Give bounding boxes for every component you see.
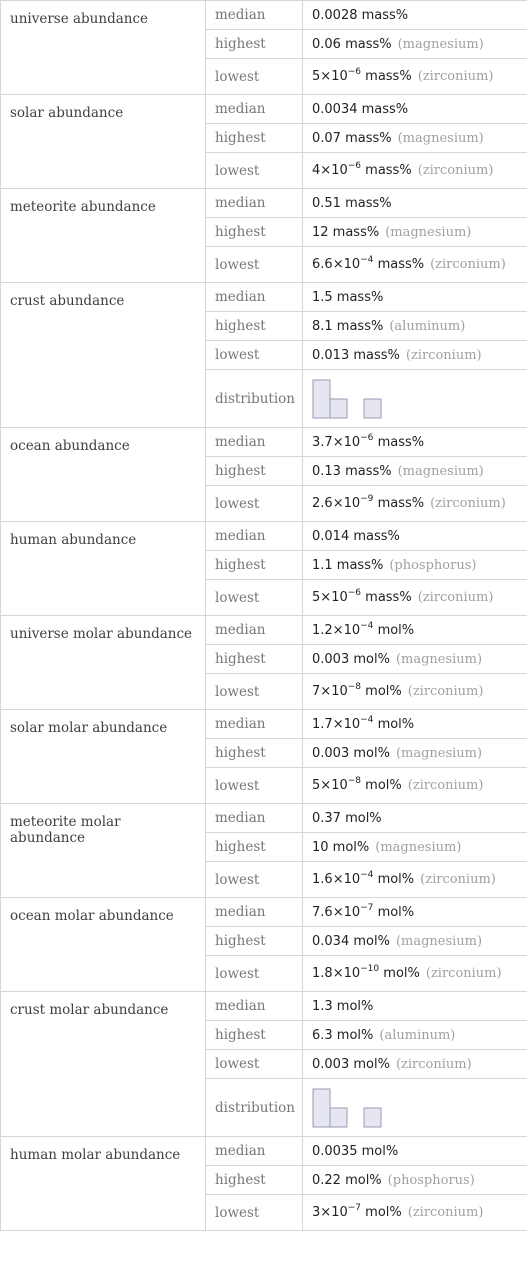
base-ten: 10 [331,1205,348,1220]
table-row [1,898,527,927]
stat-label: highest [206,551,303,580]
value-text: 6.3 mol% [312,1027,374,1043]
element-note: (zirconium) [417,69,494,84]
stat-value [303,1137,527,1166]
stat-label: median [206,95,303,124]
value-text: 0.034 mol% [312,933,390,949]
times-symbol: × [320,684,332,699]
stat-label: highest [206,927,303,956]
stat-label: lowest [206,153,303,189]
element-note: (zirconium) [425,966,502,981]
value-unit: mass% [377,257,425,272]
stat-label: median [206,616,303,645]
value-unit: mass% [377,496,425,511]
stat-value [303,862,527,898]
property-name: human molar abundance [1,1137,206,1231]
histogram-bar [330,399,347,418]
value-text: 0.06 mass% [312,36,392,52]
value-exponent: −4 [360,620,374,631]
stat-value [303,457,527,486]
value-mantissa: 1.8 [312,966,333,981]
stat-value [303,95,527,124]
element-note: (aluminum) [389,318,466,334]
value-exponent: −4 [360,255,374,265]
table-row [1,95,527,124]
stat-value [303,30,527,59]
stat-value [303,428,527,457]
value-unit: mass% [377,434,425,450]
value-mantissa: 6.6 [312,257,333,272]
stat-value [303,1166,527,1195]
value-unit: mol% [377,716,415,732]
table-row [1,522,527,551]
value-text: 0.22 mol% [312,1172,382,1188]
value-text: 0.0028 mass% [312,7,409,23]
value-text: 0.003 mol% [312,651,390,667]
value-mantissa: 7.6 [312,904,333,920]
base-ten: 10 [331,778,348,793]
value-mantissa: 3.7 [312,434,333,450]
histogram-bar [364,399,381,418]
stat-value [303,551,527,580]
stat-label: highest [206,312,303,341]
stat-label: highest [206,645,303,674]
stat-value [303,616,527,645]
stat-label: median [206,710,303,739]
times-symbol: × [332,716,344,732]
element-note: (zirconium) [430,257,506,272]
stat-value [303,1195,527,1231]
property-name: solar abundance [1,95,206,189]
stat-label: distribution [206,1079,303,1137]
stat-label: median [206,1,303,30]
stat-label: lowest [206,486,303,522]
stat-label: lowest [206,674,303,710]
stat-value [303,341,527,370]
stat-value [303,189,527,218]
value-unit: mol% [365,684,402,699]
stat-value [303,739,527,768]
stat-value [303,956,527,992]
stat-label: highest [206,457,303,486]
element-note: (phosphorus) [387,1172,475,1188]
stat-value [303,898,527,927]
value-exponent: −10 [360,964,380,974]
stat-value [303,768,527,804]
value-unit: mol% [377,622,415,638]
value-unit: mol% [377,872,415,887]
element-note: (zirconium) [407,778,484,793]
stat-value [303,580,527,616]
element-note: (magnesium) [397,36,484,52]
value-mantissa: 5 [312,69,321,84]
value-text: 0.003 mol% [312,745,390,761]
stat-label: median [206,1137,303,1166]
value-mantissa: 1.2 [312,622,333,638]
stat-label: lowest [206,247,303,283]
element-note: (zirconium) [405,347,482,363]
histogram-bar [313,1089,330,1127]
value-unit: mol% [365,1205,402,1220]
table-row [1,1,527,30]
stat-label: median [206,283,303,312]
element-note: (zirconium) [417,163,494,178]
times-symbol: × [332,966,344,981]
property-name: crust abundance [1,283,206,428]
base-ten: 10 [343,496,361,511]
value-exponent: −8 [347,682,362,692]
element-note: (magnesium) [375,839,462,855]
value-mantissa: 2.6 [312,496,333,511]
times-symbol: × [332,257,344,272]
element-note: (zirconium) [417,590,494,605]
stat-label: lowest [206,1195,303,1231]
distribution-cell [303,370,527,428]
base-ten: 10 [331,684,348,699]
stat-label: median [206,428,303,457]
table-row [1,189,527,218]
table-row [1,428,527,457]
element-note: (zirconium) [430,496,506,511]
stat-label: highest [206,739,303,768]
base-ten: 10 [343,434,361,450]
element-note: (zirconium) [407,1205,484,1220]
value-mantissa: 5 [312,778,321,793]
distribution-histogram [312,1087,384,1129]
value-exponent: −4 [360,714,374,725]
value-text: 0.0034 mass% [312,101,409,117]
times-symbol: × [332,872,344,887]
stat-label: median [206,189,303,218]
stat-label: median [206,898,303,927]
element-note: (magnesium) [395,933,483,949]
value-exponent: −6 [360,432,374,443]
value-mantissa: 3 [312,1205,321,1220]
value-unit: mass% [365,163,412,178]
element-note: (magnesium) [395,745,483,761]
value-text: 0.07 mass% [312,130,392,146]
stat-value [303,312,527,341]
stat-value [303,247,527,283]
base-ten: 10 [331,163,348,178]
property-name: meteorite abundance [1,189,206,283]
value-exponent: −4 [360,870,374,880]
stat-value [303,710,527,739]
table-row [1,804,527,833]
value-text: 0.51 mass% [312,195,392,211]
stat-label: lowest [206,59,303,95]
table-row [1,616,527,645]
stat-label: lowest [206,862,303,898]
value-text: 0.003 mol% [312,1056,390,1072]
value-text: 8.1 mass% [312,318,384,334]
stat-label: highest [206,833,303,862]
stat-value [303,1021,527,1050]
histogram-bar [313,380,330,418]
stat-value [303,124,527,153]
value-exponent: −7 [347,1203,362,1213]
stat-value [303,645,527,674]
value-exponent: −7 [360,902,374,913]
value-unit: mol% [383,966,420,981]
value-exponent: −9 [360,494,374,504]
stat-label: lowest [206,1050,303,1079]
times-symbol: × [332,496,344,511]
element-note: (zirconium) [407,684,484,699]
stat-value [303,218,527,247]
times-symbol: × [320,69,332,84]
stat-value [303,927,527,956]
base-ten: 10 [343,872,361,887]
element-note: (phosphorus) [389,557,477,573]
stat-label: median [206,522,303,551]
stat-value [303,1,527,30]
stat-value [303,833,527,862]
element-note: (zirconium) [420,872,496,887]
base-ten: 10 [343,622,361,638]
value-mantissa: 7 [312,684,321,699]
value-mantissa: 5 [312,590,321,605]
property-name: meteorite molar abundance [1,804,206,898]
property-name: crust molar abundance [1,992,206,1137]
base-ten: 10 [343,257,361,272]
value-text: 0.013 mass% [312,347,400,363]
value-mantissa: 4 [312,163,321,178]
table-row [1,992,527,1021]
value-text: 0.014 mass% [312,528,400,544]
table-row [1,283,527,312]
element-note: (magnesium) [397,130,484,146]
base-ten: 10 [343,716,361,732]
property-name: ocean abundance [1,428,206,522]
stat-value [303,674,527,710]
element-note: (aluminum) [379,1027,456,1043]
stat-label: highest [206,30,303,59]
stat-value [303,804,527,833]
value-unit: mol% [377,904,415,920]
value-exponent: −6 [347,161,362,171]
property-name: ocean molar abundance [1,898,206,992]
base-ten: 10 [331,590,348,605]
times-symbol: × [332,434,344,450]
distribution-histogram [312,378,384,420]
property-name: universe abundance [1,1,206,95]
value-mantissa: 1.6 [312,872,333,887]
value-exponent: −6 [347,588,362,598]
distribution-cell [303,1079,527,1137]
stat-label: lowest [206,956,303,992]
base-ten: 10 [343,904,361,920]
base-ten: 10 [331,69,348,84]
histogram-bar [330,1108,347,1127]
table-row [1,1137,527,1166]
histogram-bar [364,1108,381,1127]
base-ten: 10 [343,966,361,981]
value-unit: mass% [365,590,412,605]
element-note: (magnesium) [397,463,484,479]
value-exponent: −8 [347,776,362,786]
stat-value [303,1050,527,1079]
stat-label: distribution [206,370,303,428]
stat-label: highest [206,124,303,153]
value-text: 0.13 mass% [312,463,392,479]
element-note: (magnesium) [395,651,483,667]
times-symbol: × [320,590,332,605]
value-unit: mol% [365,778,402,793]
times-symbol: × [320,778,332,793]
element-note: (zirconium) [395,1056,472,1072]
value-text: 1.5 mass% [312,289,384,305]
times-symbol: × [320,1205,332,1220]
value-text: 1.1 mass% [312,557,384,573]
element-note: (magnesium) [385,224,472,240]
value-text: 0.37 mol% [312,810,382,826]
stat-label: highest [206,218,303,247]
value-mantissa: 1.7 [312,716,333,732]
stat-value [303,283,527,312]
value-text: 1.3 mol% [312,998,374,1014]
property-name: universe molar abundance [1,616,206,710]
stat-label: highest [206,1021,303,1050]
property-name: human abundance [1,522,206,616]
table-row [1,710,527,739]
times-symbol: × [332,622,344,638]
value-text: 0.0035 mol% [312,1143,399,1159]
stat-label: lowest [206,768,303,804]
times-symbol: × [320,163,332,178]
times-symbol: × [332,904,344,920]
stat-value [303,522,527,551]
value-text: 10 mol% [312,839,370,855]
stat-label: lowest [206,580,303,616]
stat-value [303,992,527,1021]
stat-value [303,59,527,95]
stat-label: highest [206,1166,303,1195]
stat-value [303,153,527,189]
value-text: 12 mass% [312,224,380,240]
property-name: solar molar abundance [1,710,206,804]
stat-label: median [206,804,303,833]
value-unit: mass% [365,69,412,84]
value-exponent: −6 [347,67,362,77]
stat-label: median [206,992,303,1021]
stat-label: lowest [206,341,303,370]
stat-value [303,486,527,522]
